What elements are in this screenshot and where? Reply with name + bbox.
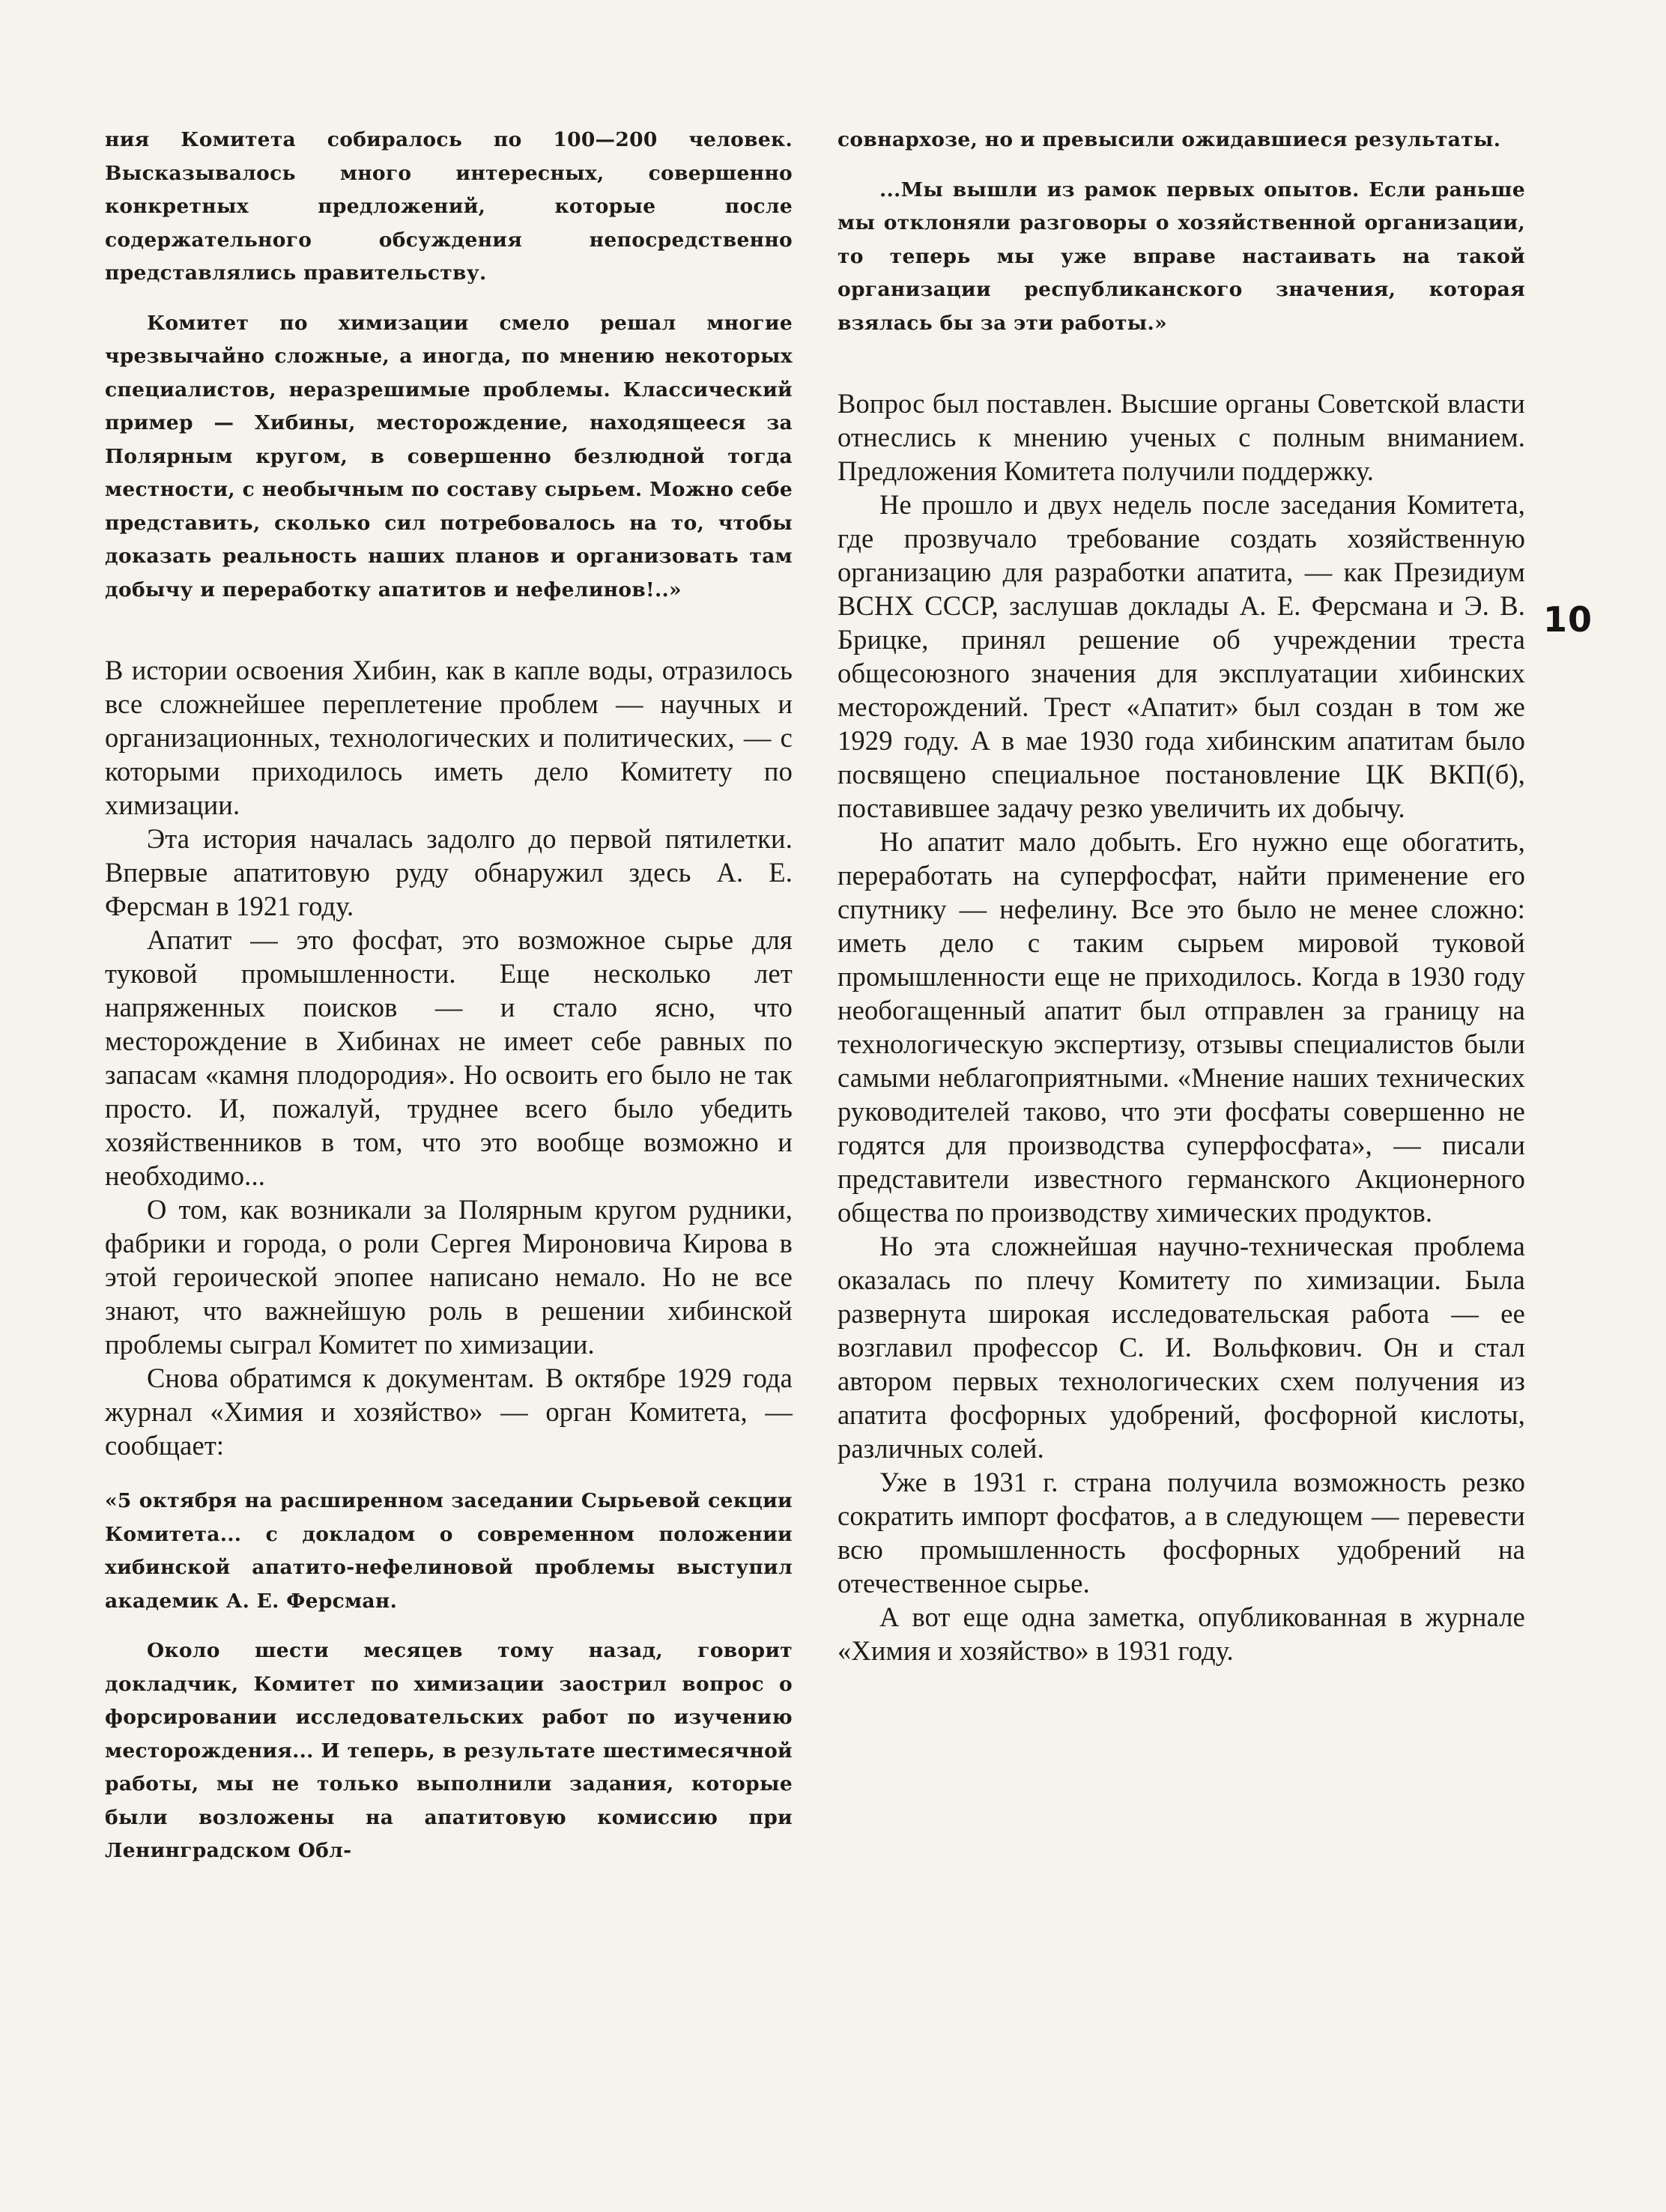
body-paragraph: О том, как возникали за Полярным кругом рудники, фабрики и города, о роли Сергея Мироновича Кирова в этой героической эпопее написано немало. Но не все знают, что важнейшую роль в решении хибинской проблемы сыграл Комитет по химизации. (105, 1194, 793, 1360)
body-paragraph: Вопрос был поставлен. Высшие органы Советской власти отнеслись к мнению ученых с полным вниманием. Предложения Комитета получили поддержку. (837, 388, 1525, 486)
body-paragraph: Но апатит мало добыть. Его нужно еще обогатить, переработать на суперфосфат, найти применение его спутнику — нефелину. Все это было не менее сложно: иметь дело с таким сырьем мировой туковой промышленности еще не приходилось. Когда в 1930 году необогащенный апатит был отправлен за границу на технологическую экспертизу, отзывы специалистов были самыми неблагоприятными. «Мнение наших технических руководителей таково, что эти фосфаты совершенно не годятся для производства суперфосфата», — писали представители известного германского Акционерного общества по производству химических продуктов. (837, 826, 1525, 1228)
quote-paragraph: ния Комитета собиралось по 100—200 человек. Высказывалось много интересных, совершенно конкретных предложений, которые после содержательного обсуждения непосредственно представлялись правительству. (105, 128, 793, 285)
body-paragraph: Эта история началась задолго до первой пятилетки. Впервые апатитовую руду обнаружил здесь А. Е. Ферсман в 1921 году. (105, 823, 793, 921)
left-column (105, 124, 793, 1885)
page-number: 10 (1543, 599, 1593, 640)
body-paragraph: А вот еще одна заметка, опубликованная в журнале «Химия и хозяйство» в 1931 году. (837, 1602, 1525, 1666)
body-paragraph: Уже в 1931 г. страна получила возможность резко сократить импорт фосфатов, а в следующем — перевести всю промышленность фосфорных удобрений на отечественное сырье. (837, 1467, 1525, 1599)
quote-paragraph: Комитет по химизации смело решал многие чрезвычайно сложные, а иногда, по мнению некоторых специалистов, неразрешимые проблемы. Классический пример — Хибины, месторождение, находящееся за Полярным кругом, в совершенно безлюдной тогда местности, с необычным по составу сырьем. Можно себе представить, сколько сил потребовалось на то, чтобы доказать реальность наших планов и организовать там добычу и переработку апатитов и нефелинов!..» (105, 311, 793, 602)
quote-paragraph: совнархозе, но и превысили ожидавшиеся результаты. (837, 128, 1501, 151)
quote-paragraph: Около шести месяцев тому назад, говорит докладчик, Комитет по химизации заострил вопрос о форсировании исследовательских работ по изучению месторождения... И теперь, в результате шестимесячной работы, мы не только выполнили задания, которые были возложены на апатитовую комиссию при Ленинградском Обл- (105, 1639, 793, 1862)
body-paragraph: Снова обратимся к документам. В октябре 1929 года журнал «Химия и хозяйство» — орган Комитета, — сообщает: (105, 1363, 793, 1461)
body-paragraph: Не прошло и двух недель после заседания Комитета, где прозвучало требование создать хозяйственную организацию для разработки апатита, — как Президиум ВСНХ СССР, заслушав доклады А. Е. Ферсмана и Э. В. Брицке, принял решение об учреждении треста общесоюзного значения для эксплуатации хибинских месторождений. Трест «Апатит» был создан в том же 1929 году. А в мае 1930 года хибинским апатитам было посвящено специальное постановление ЦК ВКП(б), поставившее задачу резко увеличить их добычу. (837, 489, 1525, 823)
quote-paragraph: «5 октября на расширенном заседании Сырьевой секции Комитета... с докладом о современном положении хибинской апатито-нефелиновой проблемы выступил академик А. Е. Ферсман. (105, 1489, 793, 1613)
quote-paragraph: ...Мы вышли из рамок первых опытов. Если раньше мы отклоняли разговоры о хозяйственной организации, то теперь мы уже вправе настаивать на такой организации республиканского значения, которая взялась бы за эти работы.» (837, 178, 1525, 335)
body-paragraph: Апатит — это фосфат, это возможное сырье для туковой промышленности. Еще несколько лет напряженных поисков — и стало ясно, что месторождение в Хибинах не имеет себе равных по запасам «камня плодородия». Но освоить его было не так просто. И, пожалуй, труднее всего было убедить хозяйственников в том, что это вообще возможно и необходимо... (105, 924, 793, 1191)
body-paragraph: В истории освоения Хибин, как в капле воды, отразилось все сложнейшее переплетение проблем — научных и организационных, технологических и политических, — с которыми приходилось иметь дело Комитету по химизации. (105, 655, 793, 820)
body-paragraph: Но эта сложнейшая научно-техническая проблема оказалась по плечу Комитету по химизации. Была развернута широкая исследовательская работа — ее возглавил профессор С. И. Вольфкович. Он и стал автором первых технологических схем получения из апатита фосфорных удобрений, фосфорной кислоты, различных солей. (837, 1231, 1525, 1464)
right-column (837, 124, 1525, 1667)
